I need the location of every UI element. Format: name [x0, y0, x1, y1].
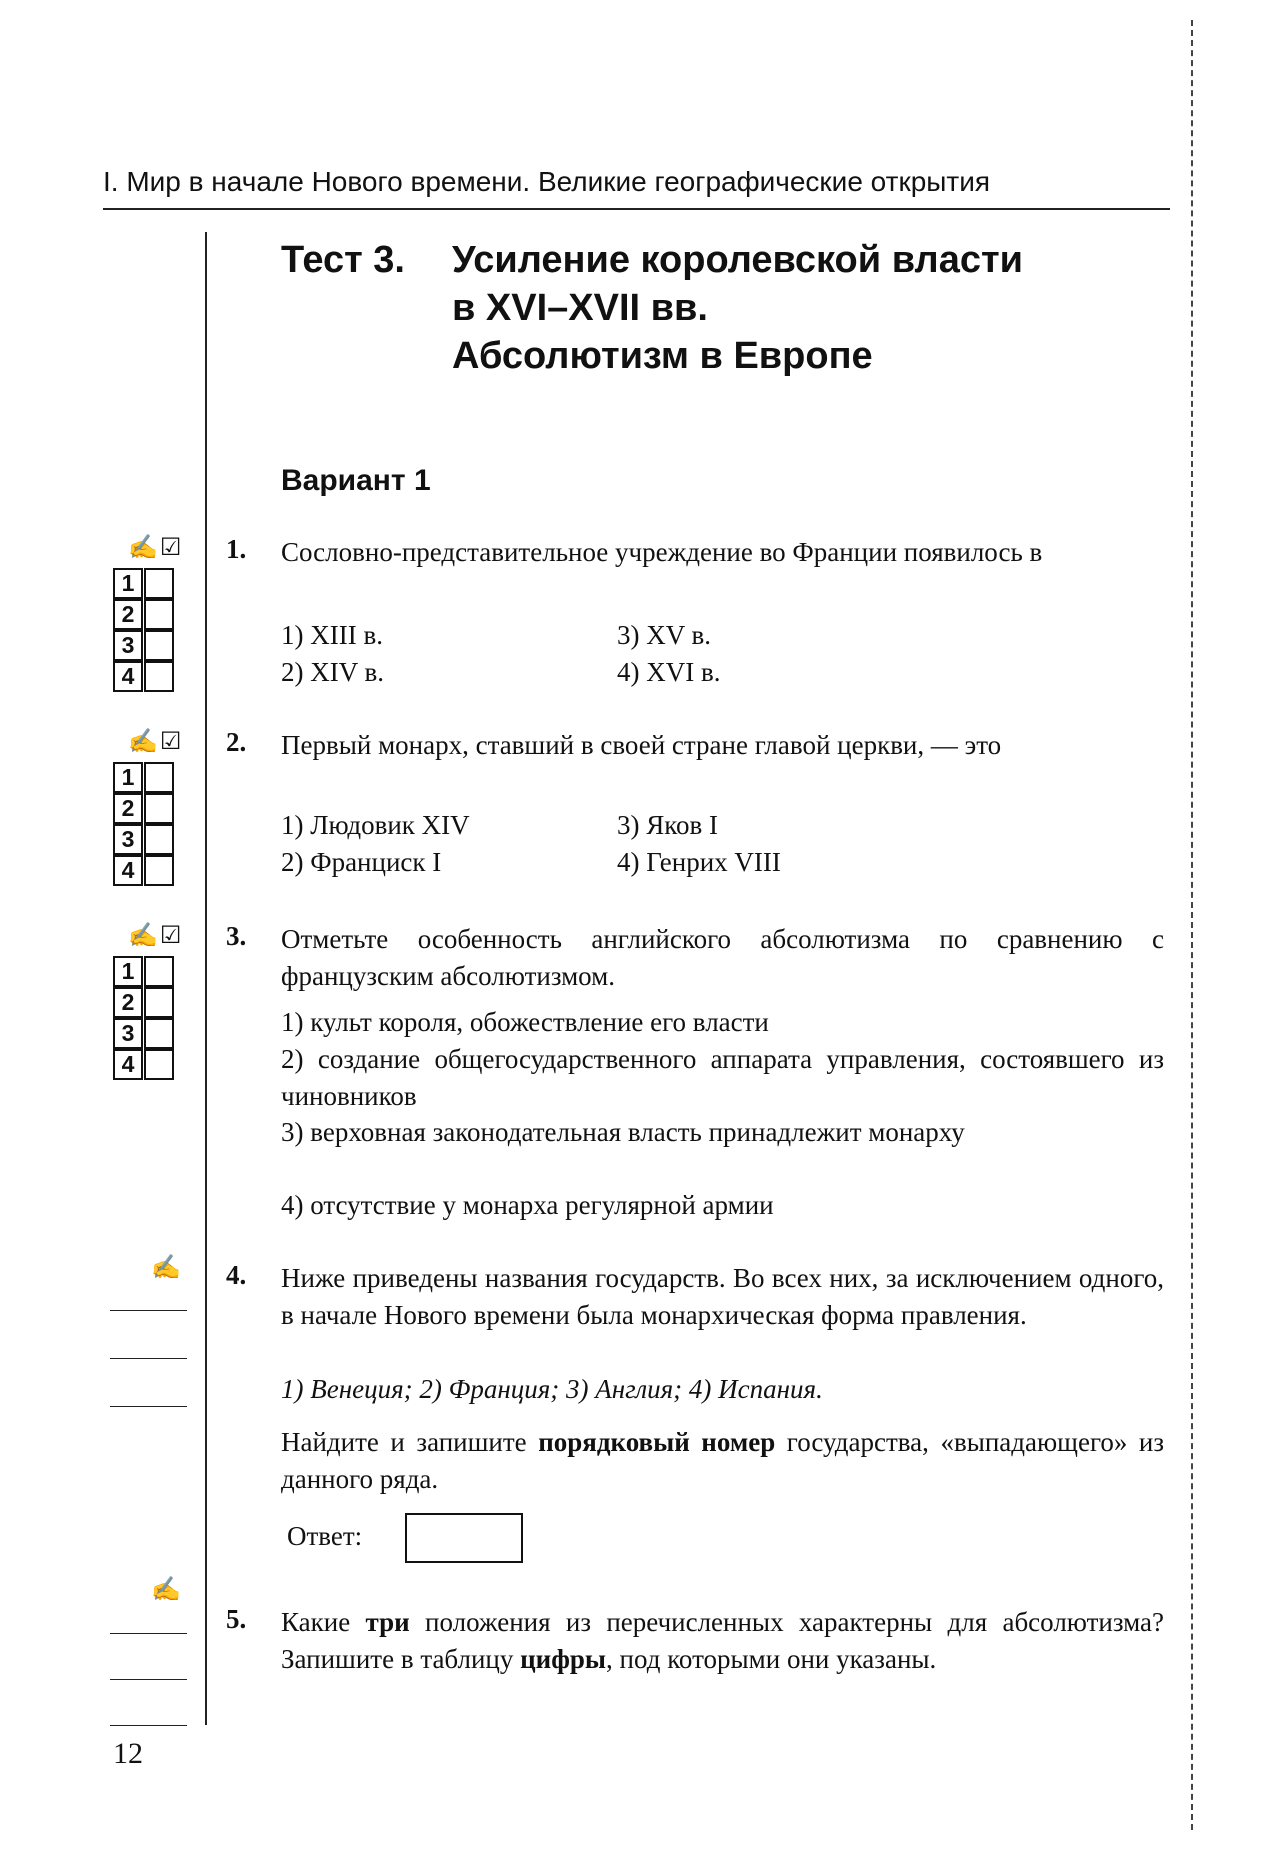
checkbox[interactable] — [144, 630, 174, 661]
answer-label: Ответ: — [287, 1521, 363, 1551]
test-label: Тест 3. — [281, 239, 405, 281]
test-title-line-1: Усиление королевской власти — [452, 239, 1023, 281]
checkbox[interactable] — [144, 987, 174, 1018]
question-text — [281, 1604, 1164, 1678]
question-text-part: положения из перечисленных характерны для абсолютизма? Запишите в таблицу — [281, 1607, 1165, 1674]
checkbox[interactable] — [144, 793, 174, 824]
answer-option: 4) отсутствие у монарха регулярной армии — [281, 1190, 774, 1220]
choice-number: 1 — [113, 568, 143, 599]
question-text: Сословно-представительное учреждение во Франции появилось в — [281, 537, 1043, 567]
pen-check-icon: ✍☑ — [128, 923, 184, 949]
checkbox[interactable] — [144, 1018, 174, 1049]
pen-icon: ✍ — [151, 1255, 181, 1281]
choice-number: 3 — [113, 824, 143, 855]
choice-number: 2 — [113, 987, 143, 1018]
choice-number: 3 — [113, 630, 143, 661]
question-text: Отметьте особенность английского абсолютизма по сравнению с французским абсолютизмом. — [281, 924, 1164, 991]
question-number: 1. — [226, 534, 247, 564]
answer-option: 2) создание общегосударственного аппарата управления, состоявшего из чиновников — [281, 1044, 1164, 1111]
question-number: 2. — [226, 727, 247, 757]
variant-title: Вариант 1 — [281, 464, 431, 497]
pen-check-icon: ✍☑ — [128, 729, 184, 755]
question-text: Первый монарх, ставший в своей стране главой церкви, — это — [281, 730, 1002, 760]
checkbox[interactable] — [144, 661, 174, 692]
answer-option: 1) культ короля, обожествление его власти — [281, 1007, 769, 1037]
answer-input-box[interactable] — [405, 1513, 523, 1563]
instruction-text: государства, «выпадающего» из данного ряда. — [281, 1427, 1164, 1494]
write-line[interactable] — [110, 1358, 187, 1359]
question-text: Ниже приведены названия государств. Во всех них, за исключением одного, в начале Нового времени была монархическая форма правления. — [281, 1263, 1164, 1330]
answer-row-4[interactable] — [113, 661, 175, 692]
state-list: 1) Венеция; 2) Франция; 3) Англия; 4) Испания. — [281, 1374, 823, 1404]
chapter-title: I. Мир в начале Нового времени. Великие географические открытия — [103, 166, 991, 197]
answer-row-3[interactable] — [113, 630, 175, 661]
answer-row-2[interactable] — [113, 599, 175, 630]
question-number: 5. — [226, 1604, 247, 1634]
answer-row-3[interactable] — [113, 1018, 175, 1049]
answer-option: 3) XV в. — [617, 620, 711, 650]
write-line[interactable] — [110, 1725, 187, 1726]
checkbox[interactable] — [144, 1049, 174, 1080]
instruction-text: Найдите и запишите — [281, 1427, 539, 1457]
question-emphasis: цифры — [520, 1644, 607, 1674]
test-title-line-2: в XVI–XVII вв. — [452, 287, 708, 329]
write-line[interactable] — [110, 1679, 187, 1680]
choice-number: 3 — [113, 1018, 143, 1049]
choice-number: 2 — [113, 599, 143, 630]
answer-option: 3) верховная законодательная власть принадлежит монарху — [281, 1117, 965, 1147]
answer-row-1[interactable] — [113, 568, 175, 599]
answer-row-4[interactable] — [113, 855, 175, 886]
answer-grid-q1 — [113, 568, 175, 692]
test-heading — [281, 236, 1023, 380]
answer-option: 1) Людовик XIV — [281, 810, 470, 840]
answer-option: 3) Яков I — [617, 810, 718, 840]
answer-row-1[interactable] — [113, 762, 175, 793]
answer-row-3[interactable] — [113, 824, 175, 855]
question-number: 3. — [226, 921, 247, 951]
answer-option: 2) Франциск I — [281, 847, 442, 877]
choice-number: 4 — [113, 855, 143, 886]
question-instruction — [281, 1424, 1164, 1498]
pen-check-icon: ✍☑ — [128, 535, 184, 561]
answer-option: 1) XIII в. — [281, 620, 383, 650]
checkbox[interactable] — [144, 568, 174, 599]
checkbox[interactable] — [144, 855, 174, 886]
checkbox[interactable] — [144, 824, 174, 855]
write-line[interactable] — [110, 1310, 187, 1311]
checkbox[interactable] — [144, 762, 174, 793]
write-line[interactable] — [110, 1633, 187, 1634]
choice-number: 4 — [113, 1049, 143, 1080]
write-line[interactable] — [110, 1406, 187, 1407]
header-rule — [103, 208, 1170, 210]
question-text-part: Какие — [281, 1607, 366, 1637]
page-number: 12 — [113, 1737, 143, 1770]
answer-row-1[interactable] — [113, 956, 175, 987]
answer-option: 2) XIV в. — [281, 657, 384, 687]
checkbox[interactable] — [144, 599, 174, 630]
pen-icon: ✍ — [151, 1577, 181, 1603]
answer-option: 4) XVI в. — [617, 657, 721, 687]
answer-row-4[interactable] — [113, 1049, 175, 1080]
checkbox[interactable] — [144, 956, 174, 987]
test-title-line-3: Абсолютизм в Европе — [452, 335, 873, 377]
answer-row-2[interactable] — [113, 987, 175, 1018]
choice-number: 1 — [113, 762, 143, 793]
answer-option: 4) Генрих VIII — [617, 847, 781, 877]
margin-rule — [205, 232, 207, 1725]
question-emphasis: три — [365, 1607, 410, 1637]
choice-number: 4 — [113, 661, 143, 692]
question-text-part: , под которыми они указаны. — [606, 1644, 937, 1674]
choice-number: 2 — [113, 793, 143, 824]
question-number: 4. — [226, 1260, 247, 1290]
cut-line — [1191, 20, 1193, 1830]
choice-number: 1 — [113, 956, 143, 987]
answer-grid-q2 — [113, 762, 175, 886]
answer-grid-q3 — [113, 956, 175, 1080]
instruction-emphasis: порядковый номер — [538, 1427, 776, 1457]
answer-row-2[interactable] — [113, 793, 175, 824]
